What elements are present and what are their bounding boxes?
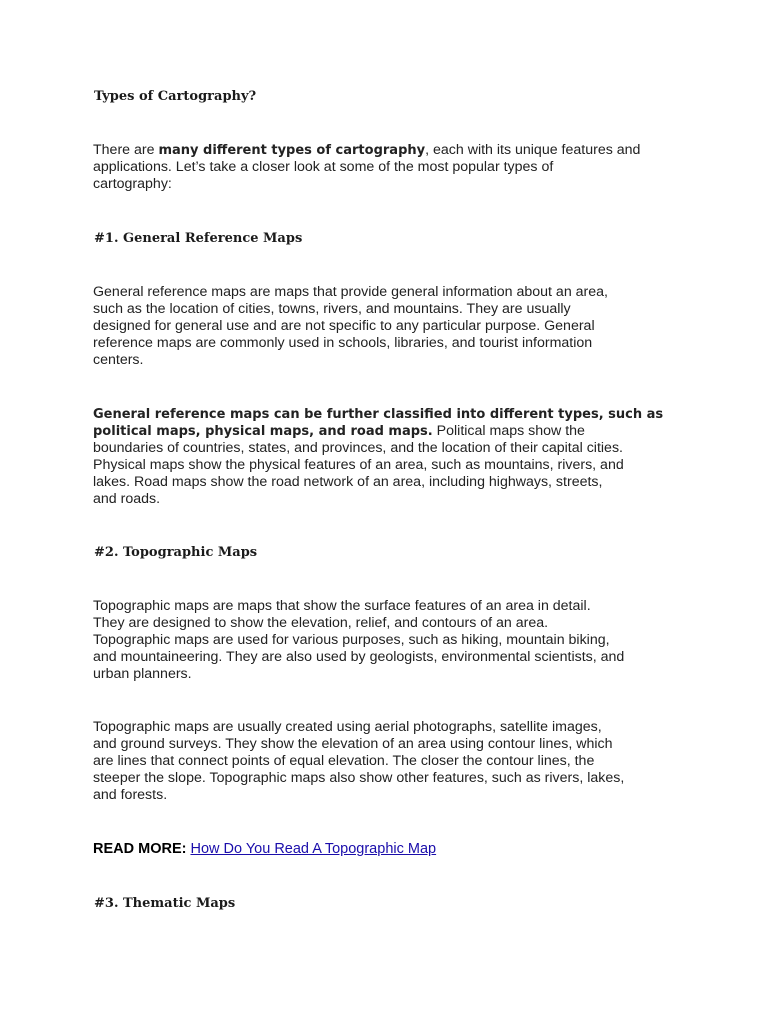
intro-line-3: cartography: — [93, 176, 172, 192]
paragraph-line: such as the location of cities, towns, rivers, and mountains. They are usually — [93, 301, 571, 317]
section-heading-general-reference: #1. General Reference Maps — [94, 231, 303, 246]
paragraph-line: centers. — [93, 352, 144, 368]
read-more-label: READ MORE: — [93, 841, 187, 857]
paragraph-line: Topographic maps are used for various purposes, such as hiking, mountain biking, — [93, 632, 610, 648]
paragraph-line: are lines that connect points of equal elevation. The closer the contour lines, the — [93, 753, 595, 769]
paragraph-line: lakes. Road maps show the road network of an area, including highways, streets, — [93, 474, 603, 490]
paragraph-line: General reference maps are maps that provide general information about an area, — [93, 284, 608, 300]
general-reference-paragraph-2 — [93, 406, 693, 508]
document-title: Types of Cartography? — [94, 89, 257, 104]
paragraph-text: Political maps show the — [432, 423, 585, 439]
read-more — [93, 841, 436, 858]
read-more-link[interactable]: How Do You Read A Topographic Map — [190, 841, 437, 857]
intro-text: There are — [93, 142, 159, 158]
paragraph-line: reference maps are commonly used in schools, libraries, and tourist information — [93, 335, 593, 351]
emphasis-text: General reference maps can be further classified into different types, such as — [93, 407, 664, 422]
topographic-paragraph-1 — [93, 598, 693, 683]
topographic-paragraph-2 — [93, 719, 693, 804]
intro-paragraph — [93, 142, 693, 193]
paragraph-line: and ground surveys. They show the elevation of an area using contour lines, which — [93, 736, 613, 752]
intro-text-continued: , each with its unique features and — [425, 142, 641, 158]
paragraph-line — [93, 423, 693, 440]
emphasis-text: political maps, physical maps, and road maps. — [93, 424, 433, 439]
paragraph-line: boundaries of countries, states, and provinces, and the location of their capital cities. — [93, 440, 623, 456]
paragraph-line: Topographic maps are usually created using aerial photographs, satellite images, — [93, 719, 602, 735]
paragraph-line: designed for general use and are not specific to any particular purpose. General — [93, 318, 595, 334]
paragraph-line: They are designed to show the elevation, relief, and contours of an area. — [93, 615, 549, 631]
paragraph-line: Physical maps show the physical features of an area, such as mountains, rivers, and — [93, 457, 624, 473]
section-heading-topographic: #2. Topographic Maps — [94, 545, 258, 560]
general-reference-paragraph-1 — [93, 284, 693, 369]
paragraph-line: urban planners. — [93, 666, 192, 682]
paragraph-line: and mountaineering. They are also used by geologists, environmental scientists, and — [93, 649, 625, 665]
intro-line-2: applications. Let’s take a closer look at some of the most popular types of — [93, 159, 554, 175]
paragraph-line: and roads. — [93, 491, 161, 507]
section-heading-thematic: #3. Thematic Maps — [94, 896, 236, 911]
intro-emphasis: many different types of cartography — [158, 143, 426, 158]
paragraph-line: steeper the slope. Topographic maps also show other features, such as rivers, lakes, — [93, 770, 625, 786]
paragraph-line: and forests. — [93, 787, 168, 803]
paragraph-line: Topographic maps are maps that show the surface features of an area in detail. — [93, 598, 591, 614]
intro-line-1 — [93, 142, 693, 159]
paragraph-line — [93, 406, 693, 423]
